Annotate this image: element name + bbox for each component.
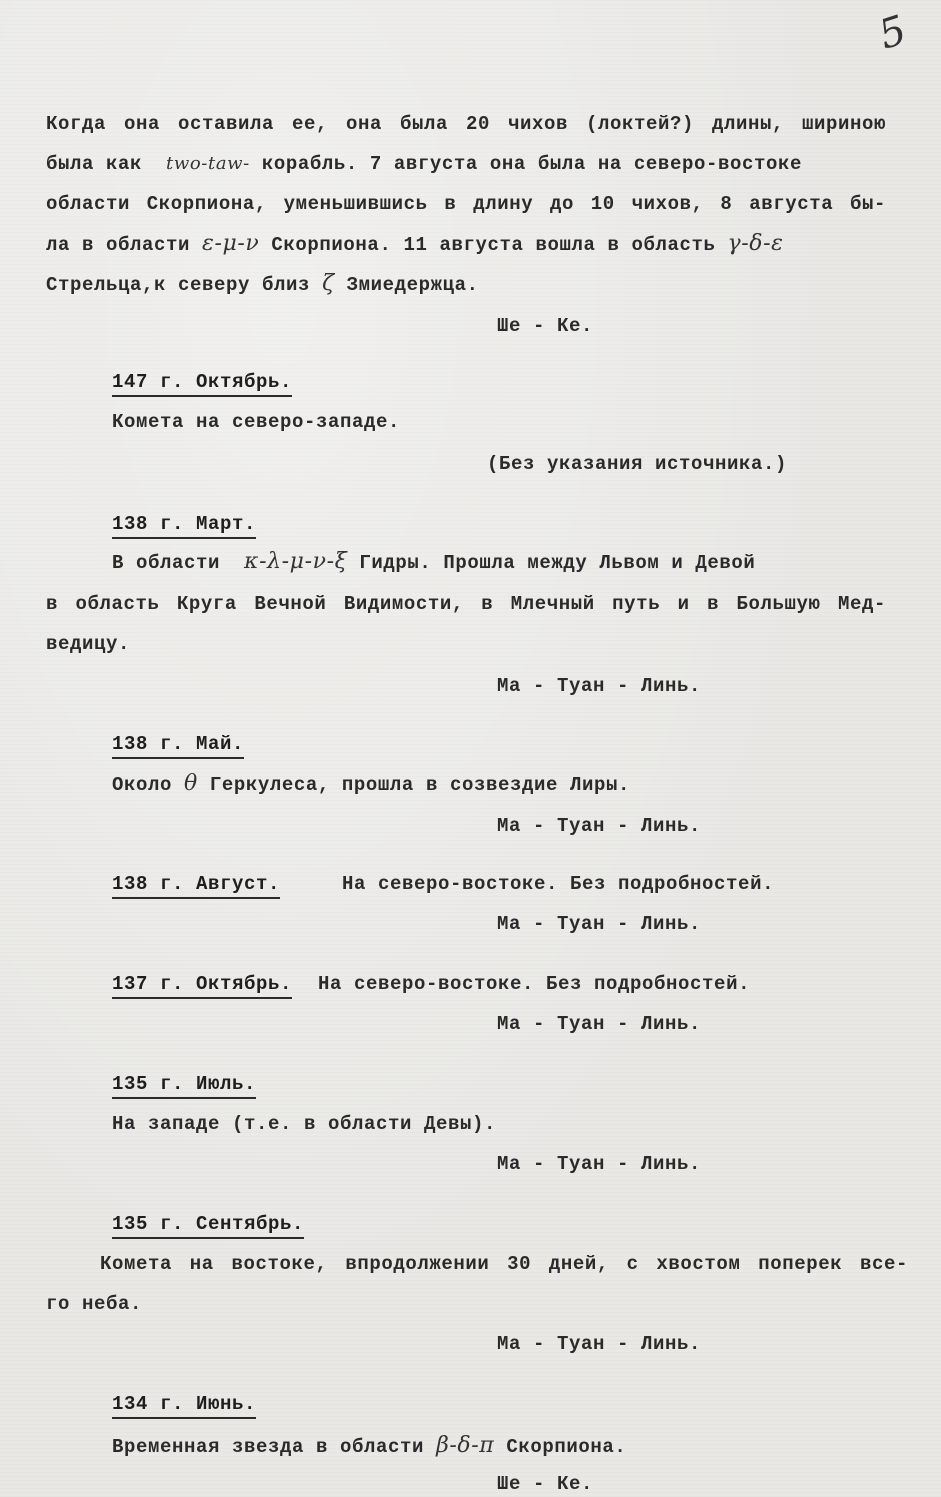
intro-line-4 [46,232,886,257]
entry-line-1-end: Гидры. Прошла между Львом и Девой [359,552,756,574]
entry-line-1: Комета на востоке, впродолжении 30 дней, с хвостом поперек все- [100,1253,908,1275]
intro-line-3: области Скорпиона, уменьшившись в длину до 10 чихов, 8 августа бы- [46,193,886,215]
handwritten-greek-epsilon-mu-nu: ε-μ-ν [202,231,260,256]
entry-source: (Без указания источника.) [487,453,788,475]
intro-line-2-start: была как [46,153,143,175]
handwritten-greek-kappa-lambda-mu-nu-xi: κ-λ-μ-ν-ξ [244,549,348,574]
entry-line-2: в область Круга Вечной Видимости, в Млечный путь и в Большую Мед- [46,593,886,615]
entry-line-1-end: Геркулеса, прошла в созвездие Лиры. [209,774,630,796]
intro-line-2-end: корабль. 7 августа она была на северо-востоке [261,153,802,175]
entry-line-3: ведицу. [46,633,131,655]
intro-line-5-start: Стрельца,к северу близ [46,274,311,296]
entry-line-2: го неба. [46,1293,143,1315]
entry-line-1 [112,550,755,575]
entry-line-1-end: Скорпиона. [506,1436,627,1458]
handwritten-greek-theta: θ [184,771,198,796]
entry-source: Ма - Туан - Линь. [497,1333,702,1355]
entry-line-1 [112,772,630,797]
entry-heading: 138 г. Март. [112,512,256,539]
entry-text: На западе (т.е. в области Девы). [112,1113,497,1135]
intro-line-4-mid: Скорпиона. 11 августа вошла в область [271,234,716,256]
entry-source: Ма - Туан - Линь. [497,675,702,697]
entry-source: Ма - Туан - Линь. [497,913,702,935]
intro-line-4-start: ла в области [46,234,191,256]
entry-text: На северо-востоке. Без подробностей. [342,873,775,895]
intro-line-5 [46,272,479,297]
intro-line-1: Когда она оставила ее, она была 20 чихов (локтей?) длины, шириною [46,113,886,135]
entry-line-1-start: В области [112,552,221,574]
handwritten-insert-two-taw: two-taw- [166,153,250,174]
intro-line-2 [46,152,886,176]
intro-line-5-end: Змиедержца. [346,274,479,296]
entry-heading: 147 г. Октябрь. [112,370,292,397]
entry-line-1-start: Около [112,774,173,796]
entry-line-1-start: Временная звезда в области [112,1436,425,1458]
handwritten-page-number: 5 [873,7,912,59]
entry-source: Ма - Туан - Линь. [497,1153,702,1175]
entry-heading: 135 г. Сентябрь. [112,1212,304,1239]
handwritten-greek-gamma-delta-epsilon: γ-δ-ε [727,231,784,256]
handwritten-greek-beta-delta-pi: β-δ-π [436,1433,495,1458]
entry-source: Ше - Ке. [497,1473,594,1495]
entry-heading: 134 г. Июнь. [112,1392,256,1419]
entry-heading: 137 г. Октябрь. [112,972,292,999]
entry-heading: 135 г. Июль. [112,1072,256,1099]
entry-heading: 138 г. Август. [112,872,280,899]
entry-line-1 [112,1434,626,1459]
intro-source: Ше - Ке. [497,315,594,337]
entry-text: На северо-востоке. Без подробностей. [318,973,751,995]
handwritten-greek-zeta: ζ [322,271,335,296]
entry-source: Ма - Туан - Линь. [497,815,702,837]
entry-text: Комета на северо-западе. [112,411,401,433]
entry-source: Ма - Туан - Линь. [497,1013,702,1035]
entry-heading: 138 г. Май. [112,732,244,759]
